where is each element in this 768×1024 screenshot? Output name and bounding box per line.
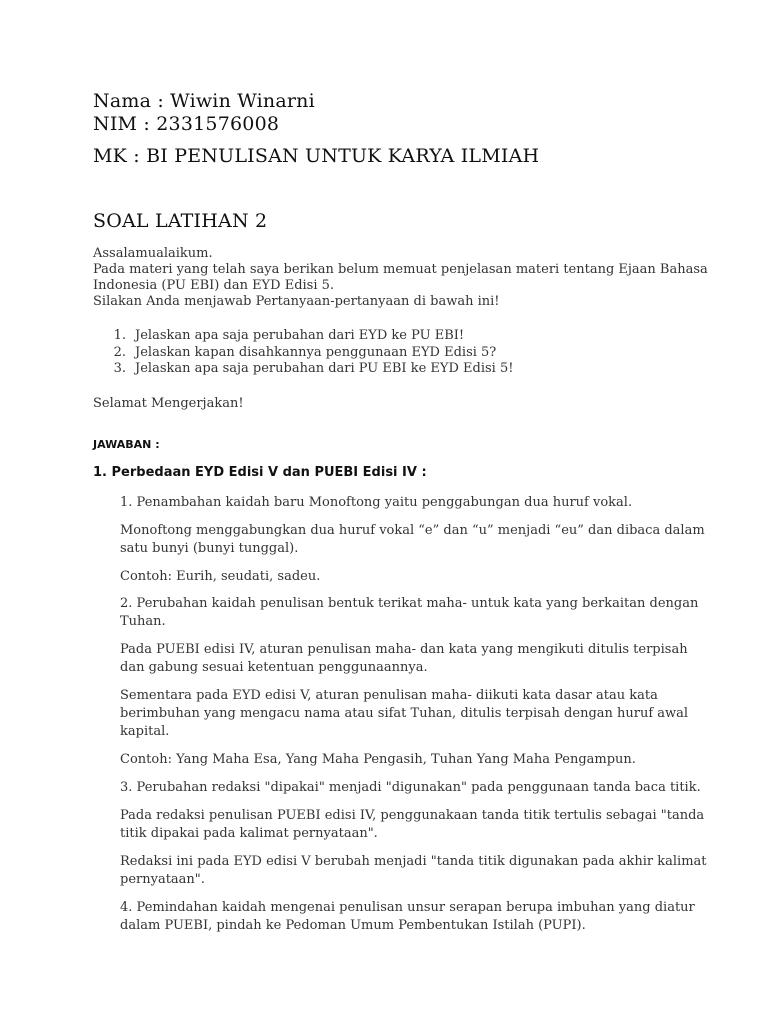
- course-title: MK : BI PENULISAN UNTUK KARYA ILMIAH: [93, 145, 540, 167]
- question-item: [102, 360, 513, 377]
- answer-paragraph: 1. Penambahan kaidah baru Monoftong yaitu penggabungan dua huruf vokal.: [120, 495, 633, 510]
- question-text: Jelaskan apa saja perubahan dari PU EBI ke EYD Edisi 5!: [135, 361, 514, 376]
- question-item: [102, 327, 464, 344]
- answer-paragraph: 4. Pemindahan kaidah mengenai penulisan unsur serapan berupa imbuhan yang diatur: [120, 900, 695, 915]
- closing-text: Selamat Mengerjakan!: [93, 396, 244, 411]
- answer-paragraph: 2. Perubahan kaidah penulisan bentuk terikat maha- untuk kata yang berkaitan dengan: [120, 596, 699, 611]
- question-text: Jelaskan kapan disahkannya penggunaan EYD Edisi 5?: [135, 345, 497, 360]
- answer-label: JAWABAN :: [93, 438, 160, 451]
- answer-paragraph: dalam PUEBI, pindah ke Pedoman Umum Pembentukan Istilah (PUPI).: [120, 918, 586, 933]
- answer-paragraph: Tuhan.: [120, 614, 166, 629]
- answer-paragraph: pernyataan".: [120, 872, 205, 887]
- answer-paragraph: dan gabung sesuai ketentuan penggunaannya.: [120, 660, 428, 675]
- answer-paragraph: satu bunyi (bunyi tunggal).: [120, 541, 299, 556]
- question-number: 2.: [113, 345, 126, 360]
- intro-line: Silakan Anda menjawab Pertanyaan-pertanyaan di bawah ini!: [93, 294, 500, 309]
- question-text: Jelaskan apa saja perubahan dari EYD ke PU EBI!: [135, 328, 465, 343]
- question-number: 3.: [113, 361, 126, 376]
- answer-paragraph: Contoh: Yang Maha Esa, Yang Maha Pengasih, Tuhan Yang Maha Pengampun.: [120, 752, 636, 767]
- answer-paragraph: Pada PUEBI edisi IV, aturan penulisan maha- dan kata yang mengikuti ditulis terpisah: [120, 642, 688, 657]
- answer-paragraph: Redaksi ini pada EYD edisi V berubah menjadi "tanda titik digunakan pada akhir kalimat: [120, 854, 707, 869]
- answer-paragraph: berimbuhan yang mengacu nama atau sifat Tuhan, ditulis terpisah dengan huruf awal: [120, 706, 689, 721]
- intro-line: Pada materi yang telah saya berikan belum memuat penjelasan materi tentang Ejaan Bahasa: [93, 262, 708, 277]
- intro-greeting: Assalamualaikum.: [93, 246, 213, 261]
- answer-paragraph: Contoh: Eurih, seudati, sadeu.: [120, 569, 321, 584]
- answer-paragraph: Pada redaksi penulisan PUEBI edisi IV, penggunakaan tanda titik tertulis sebagai "tanda: [120, 808, 705, 823]
- answer-paragraph: 3. Perubahan redaksi "dipakai" menjadi "digunakan" pada penggunaan tanda baca titik.: [120, 780, 701, 795]
- student-nim: NIM : 2331576008: [93, 113, 280, 135]
- answer-paragraph: titik dipakai pada kalimat pernyataan".: [120, 826, 378, 841]
- answer-paragraph: Monoftong menggabungkan dua huruf vokal “e” dan “u” menjadi “eu” dan dibaca dalam: [120, 523, 705, 538]
- intro-line: Indonesia (PU EBI) dan EYD Edisi 5.: [93, 278, 335, 293]
- answer-paragraph: kapital.: [120, 724, 170, 739]
- question-number: 1.: [113, 328, 126, 343]
- exercise-title: SOAL LATIHAN 2: [93, 210, 268, 232]
- student-name: Nama : Wiwin Winarni: [93, 90, 315, 112]
- answer-paragraph: Sementara pada EYD edisi V, aturan penulisan maha- diikuti kata dasar atau kata: [120, 688, 658, 703]
- question-item: [102, 344, 496, 361]
- answer-section-title: 1. Perbedaan EYD Edisi V dan PUEBI Edisi IV :: [93, 465, 427, 480]
